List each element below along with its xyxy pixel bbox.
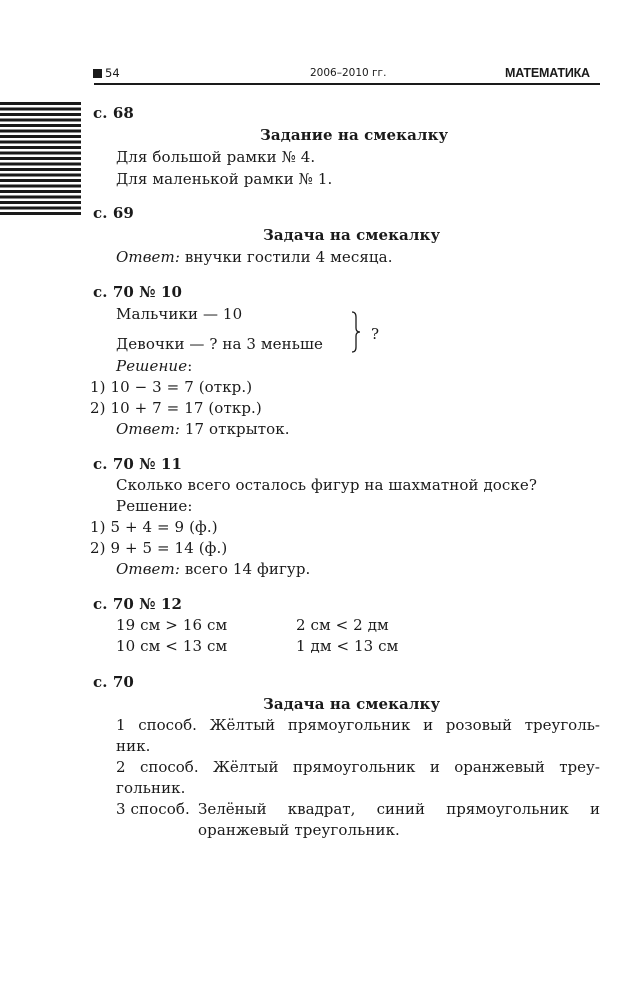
word: и <box>423 716 434 734</box>
solution-step: 1) 5 + 4 = 9 (ф.) <box>90 518 218 536</box>
word: прямоугольник <box>292 758 416 776</box>
header-subject: МАТЕМАТИКА <box>505 66 590 80</box>
justified-line <box>116 716 600 734</box>
section-heading: с. 70 <box>93 673 134 691</box>
section-heading: с. 70 № 11 <box>93 455 183 473</box>
answer-line <box>116 420 290 438</box>
justified-line <box>198 800 600 818</box>
section-title: Задание на смекалку <box>260 126 449 144</box>
answer-label: Ответ: <box>116 560 181 578</box>
word: треу- <box>559 758 600 776</box>
word: треуголь- <box>524 716 600 734</box>
text-line: Девочки — ? на 3 меньше <box>116 335 324 353</box>
word: 1 <box>116 716 126 734</box>
comparison: 19 см > 16 см <box>116 616 228 634</box>
answer-text: внучки гостили 4 месяца. <box>180 248 393 266</box>
word: и <box>429 758 440 776</box>
side-stripes-decoration <box>0 102 81 215</box>
header-rule <box>94 83 600 85</box>
page-number: 54 <box>105 66 120 80</box>
solution-step: 2) 9 + 5 = 14 (ф.) <box>90 539 228 557</box>
comparison: 1 дм < 13 см <box>296 637 399 655</box>
solution-colon: : <box>187 357 193 375</box>
text-line: гольник. <box>116 779 186 797</box>
header-years: 2006–2010 гг. <box>310 67 387 79</box>
text-line: Для маленькой рамки № 1. <box>116 170 333 188</box>
section-heading: с. 70 № 12 <box>93 595 183 613</box>
text-line: Сколько всего осталось фигур на шахматной доске? <box>116 476 538 494</box>
solution-label: Решение <box>116 357 188 375</box>
answer-text: 17 открыток. <box>180 420 290 438</box>
answer-label: Ответ: <box>116 248 181 266</box>
text-line: ник. <box>116 737 151 755</box>
word: и <box>589 800 600 818</box>
word: оранжевый <box>454 758 545 776</box>
solution-step: 2) 10 + 7 = 17 (откр.) <box>90 399 262 417</box>
word: способ. <box>138 716 197 734</box>
question-mark: ? <box>371 325 380 343</box>
solution-label-line <box>116 357 192 375</box>
way-label: 3 способ. <box>116 800 190 818</box>
answer-text: всего 14 фигур. <box>180 560 311 578</box>
text-line: Для большой рамки № 4. <box>116 148 316 166</box>
word: синий <box>376 800 425 818</box>
solution-label: Решение: <box>116 497 193 515</box>
word: Жёлтый <box>209 716 276 734</box>
text-line: Мальчики — 10 <box>116 305 243 323</box>
curly-brace <box>351 311 361 353</box>
answer-line <box>116 248 393 266</box>
word: Зелёный <box>198 800 267 818</box>
word: квадрат, <box>287 800 356 818</box>
justified-line <box>116 758 600 776</box>
answer-label: Ответ: <box>116 420 181 438</box>
word: розовый <box>445 716 513 734</box>
word: способ. <box>139 758 199 776</box>
word: Жёлтый <box>213 758 279 776</box>
section-heading: с. 68 <box>93 104 134 122</box>
word: прямоугольник <box>287 716 411 734</box>
answer-line <box>116 560 310 578</box>
section-heading: с. 69 <box>93 204 134 222</box>
solution-step: 1) 10 − 3 = 7 (откр.) <box>90 378 253 396</box>
word: прямоугольник <box>446 800 569 818</box>
section-title: Задача на смекалку <box>263 226 441 244</box>
section-title: Задача на смекалку <box>263 695 441 713</box>
text-line: оранжевый треугольник. <box>198 821 400 839</box>
section-heading: с. 70 № 10 <box>93 283 183 301</box>
header-square-marker <box>93 69 102 78</box>
word: 2 <box>116 758 126 776</box>
comparison: 2 см < 2 дм <box>296 616 389 634</box>
comparison: 10 см < 13 см <box>116 637 228 655</box>
